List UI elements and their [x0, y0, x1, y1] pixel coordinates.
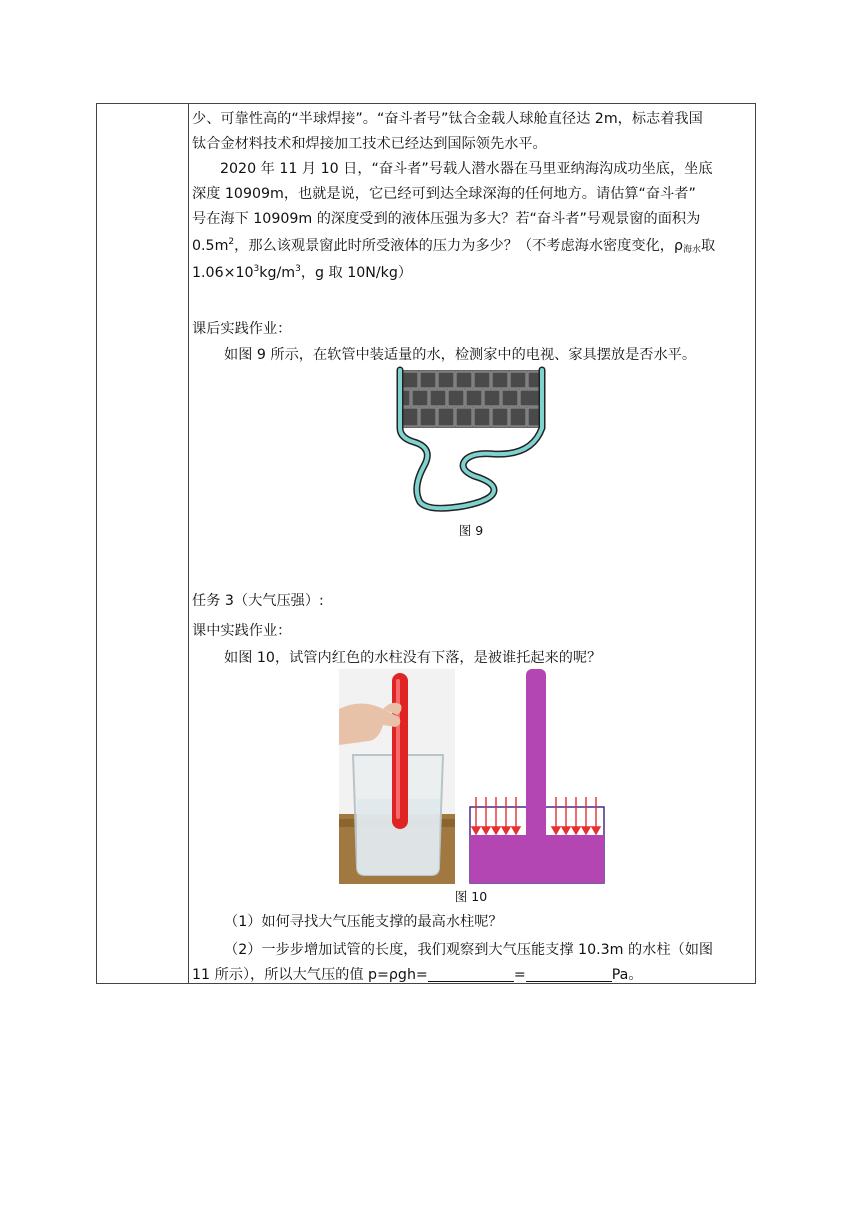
paragraph-line: 钛合金材料技术和焊接加工技术已经达到国际领先水平。 — [192, 136, 547, 152]
paragraph-line — [192, 261, 412, 286]
text-run: 1.06×10 — [192, 265, 254, 281]
question-line: （2）一步步增加试管的长度，我们观察到大气压能支撑 10.3m 的水柱（如图 — [224, 942, 714, 958]
column-divider — [188, 104, 189, 983]
paragraph-line: 深度 10909m，也就是说，它已经可到达全球深海的任何地方。请估算“奋斗者” — [192, 186, 696, 202]
tube-liquid-column — [526, 669, 546, 883]
text-run: ，那么该观景窗此时所受液体的压力为多少？（不考虑海水密度变化，ρ — [234, 238, 683, 254]
text-run: = — [513, 967, 526, 983]
superscript: 3 — [295, 264, 301, 274]
answer-blank — [526, 967, 612, 982]
figure-10-diagram — [462, 669, 607, 884]
text-run: 0.5m — [192, 238, 229, 254]
figure-9-hose-level — [394, 366, 550, 516]
figure-10-photo — [339, 669, 455, 884]
text-run: 取 — [700, 238, 716, 254]
paragraph-line — [192, 234, 715, 259]
paragraph-line: 如图 10，试管内红色的水柱没有下落，是被谁托起来的呢？ — [224, 650, 602, 666]
answer-blank — [428, 967, 514, 982]
paragraph-line: 号在海下 10909m 的深度受到的液体压强为多大？若“奋斗者”号观景窗的面积为 — [192, 211, 701, 227]
superscript: 3 — [253, 264, 260, 274]
section-heading: 课后实践作业： — [192, 321, 292, 337]
question-line: （1）如何寻找大气压能支撑的最高水柱呢？ — [224, 914, 503, 930]
paragraph-line: 如图 9 所示，在软管中装适量的水，检测家中的电视、家具摆放是否水平。 — [224, 347, 697, 363]
text-run: 11 所示），所以大气压的值 p=ρgh= — [192, 967, 428, 983]
section-heading: 课中实践作业： — [192, 623, 292, 639]
section-heading: 任务 3（大气压强）: — [192, 593, 324, 609]
figure-10-caption: 图 10 — [454, 889, 488, 904]
paragraph-line: 2020 年 11 月 10 日，“奋斗者”号载人潜水器在马里亚纳海沟成功坐底，坐底 — [220, 161, 713, 177]
paragraph-line: 少、可靠性高的“半球焊接”。“奋斗者号”钛合金载人球舱直径达 2m，标志着我国 — [192, 111, 703, 127]
superscript: 2 — [228, 237, 235, 247]
text-run: Pa。 — [611, 967, 643, 983]
question-line — [192, 963, 643, 988]
brick-wall — [400, 370, 542, 428]
text-run: ，g 取 10N/kg） — [300, 265, 413, 281]
figure-9-caption: 图 9 — [458, 523, 484, 538]
subscript: 海水 — [682, 245, 701, 255]
text-run: kg/m — [259, 265, 296, 281]
